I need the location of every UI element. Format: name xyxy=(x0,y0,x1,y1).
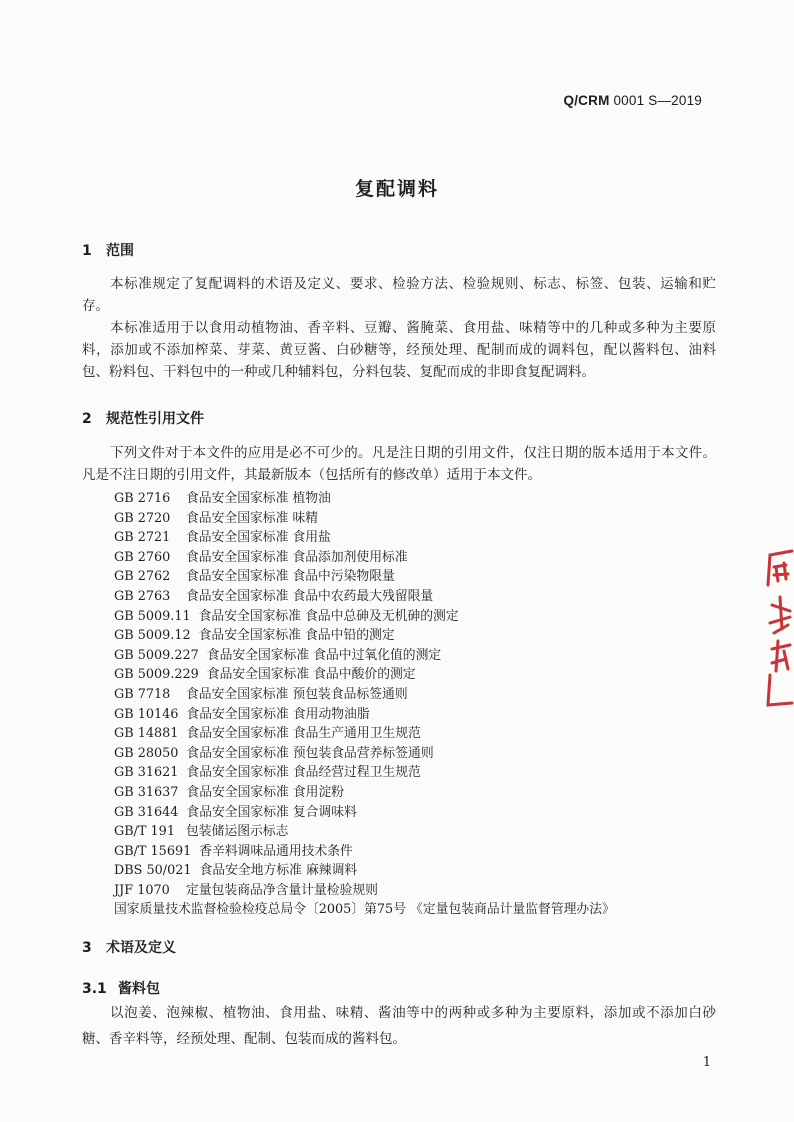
reference-decree: 国家质量技术监督检验检疫总局令〔2005〕第75号 《定量包装商品计量监督管理办法》 xyxy=(114,902,615,918)
reference-title: 食品安全地方标准 麻辣调料 xyxy=(199,863,358,879)
section-2-title: 规范性引用文件 xyxy=(106,411,204,427)
reference-title: 食品安全国家标准 预包装食品营养标签通则 xyxy=(186,745,434,761)
reference-code: GB 5009.11 xyxy=(114,608,191,624)
reference-title: 食品安全国家标准 味精 xyxy=(186,510,319,526)
reference-item xyxy=(114,803,714,823)
reference-title: 食品安全国家标准 食品添加剂使用标准 xyxy=(186,549,408,565)
reference-item xyxy=(114,705,714,725)
reference-item xyxy=(114,763,714,783)
reference-code: GB 31621 xyxy=(114,765,179,781)
section-2-number: 2 xyxy=(82,411,92,427)
section-3-heading xyxy=(82,937,176,957)
reference-item xyxy=(114,822,714,842)
reference-code: GB 5009.229 xyxy=(114,667,199,683)
reference-code: GB 5009.12 xyxy=(114,628,191,644)
reference-code: GB 2760 xyxy=(114,549,171,565)
section-2-heading xyxy=(82,408,204,428)
reference-title: 食品安全国家标准 食品中总砷及无机砷的测定 xyxy=(198,608,459,624)
reference-item xyxy=(114,744,714,764)
section-1-paragraph-1: 本标准规定了复配调料的术语及定义、要求、检验方法、检验规则、标志、标签、包装、运输和贮存。 xyxy=(82,276,716,314)
reference-code: GB 14881 xyxy=(114,726,179,742)
reference-code: DBS 50/021 xyxy=(114,863,192,879)
section-1-number: 1 xyxy=(82,243,92,259)
reference-code: GB 7718 xyxy=(114,686,171,702)
reference-code: GB 10146 xyxy=(114,706,179,722)
reference-item xyxy=(114,685,714,705)
reference-title: 食品安全国家标准 食品经营过程卫生规范 xyxy=(186,765,421,781)
reference-title: 食品安全国家标准 食用盐 xyxy=(186,530,331,546)
subsection-3-1-heading xyxy=(82,978,160,998)
reference-code: GB 2762 xyxy=(114,569,171,585)
reference-item xyxy=(114,665,714,685)
reference-code: GB 2763 xyxy=(114,588,171,604)
section-3-number: 3 xyxy=(82,940,92,956)
reference-code: GB 2720 xyxy=(114,510,171,526)
reference-item xyxy=(114,861,714,881)
reference-title: 食品安全国家标准 食品中农药最大残留限量 xyxy=(186,588,434,604)
reference-title: 食品安全国家标准 食品中污染物限量 xyxy=(186,569,395,585)
reference-item xyxy=(114,783,714,803)
section-2-intro: 下列文件对于本文件的应用是必不可少的。凡是注日期的引用文件，仅注日期的版本适用于本文件。凡是不注日期的引用文件，其最新版本（包括所有的修改单）适用于本文件。 xyxy=(82,445,716,483)
reference-code: JJF 1070 xyxy=(114,882,170,898)
section-1-paragraph-2: 本标准适用于以食用动植物油、香辛料、豆瓣、酱腌菜、食用盐、味精等中的几种或多种为主要原料，添加或不添加榨菜、芽菜、黄豆酱、白砂糖等，经预处理、配制而成的调料包，配以酱料包、油料包、粉料包、干料包中的一种或几种辅料包，分料包装、复配而成的非即食复配调料。 xyxy=(82,320,716,380)
standard-code-number: 0001 S—2019 xyxy=(609,93,702,108)
reference-item xyxy=(114,567,714,587)
reference-item xyxy=(114,509,714,529)
reference-item xyxy=(114,842,714,862)
reference-list xyxy=(114,489,714,920)
reference-title: 香辛料调味品通用技术条件 xyxy=(199,843,353,859)
reference-code: GB/T 15691 xyxy=(114,843,192,859)
page-number: 1 xyxy=(702,1055,711,1070)
reference-title: 食品安全国家标准 预包装食品标签通则 xyxy=(186,686,408,702)
reference-code: GB 5009.227 xyxy=(114,647,199,663)
reference-title: 食品安全国家标准 食品中铅的测定 xyxy=(198,628,395,644)
section-1-title: 范围 xyxy=(106,243,134,259)
reference-item xyxy=(114,528,714,548)
reference-item xyxy=(114,607,714,627)
reference-item xyxy=(114,587,714,607)
subsection-3-1-title: 酱料包 xyxy=(118,981,160,997)
reference-title: 食品安全国家标准 复合调味料 xyxy=(186,804,357,820)
reference-title: 食品安全国家标准 植物油 xyxy=(186,491,331,506)
reference-item xyxy=(114,724,714,744)
reference-title: 食品安全国家标准 食品中过氧化值的测定 xyxy=(206,647,442,663)
reference-code: GB 2716 xyxy=(114,491,171,506)
reference-title: 食品安全国家标准 食用动物油脂 xyxy=(186,706,370,722)
reference-code: GB/T 191 xyxy=(114,824,175,840)
reference-code: GB 2721 xyxy=(114,530,171,546)
standard-code-prefix: Q/CRM xyxy=(563,93,610,108)
reference-code: GB 31644 xyxy=(114,804,179,820)
section-1-heading xyxy=(82,240,134,260)
reference-title: 定量包装商品净含量计量检验规则 xyxy=(186,882,378,898)
reference-code: GB 28050 xyxy=(114,745,179,761)
reference-title: 食品安全国家标准 食用淀粉 xyxy=(186,784,345,800)
reference-title: 食品安全国家标准 食品中酸价的测定 xyxy=(206,667,416,683)
reference-title: 食品安全国家标准 食品生产通用卫生规范 xyxy=(186,726,421,742)
reference-item xyxy=(114,548,714,568)
reference-code: GB 31637 xyxy=(114,784,179,800)
subsection-3-1-number: 3.1 xyxy=(82,981,107,997)
reference-item xyxy=(114,489,714,509)
section-3-title: 术语及定义 xyxy=(106,940,176,956)
reference-item xyxy=(114,646,714,666)
reference-item xyxy=(114,626,714,646)
reference-title: 包装储运图示标志 xyxy=(186,824,289,840)
standard-code xyxy=(564,93,702,108)
seal-stamp-fragment xyxy=(762,545,794,710)
document-title: 复配调料 xyxy=(354,178,439,200)
subsection-3-1-paragraph: 以泡姜、泡辣椒、植物油、食用盐、味精、酱油等中的两种或多种为主要原料，添加或不添加白砂糖、香辛料等，经预处理、配制、包装而成的酱料包。 xyxy=(82,1005,716,1047)
reference-item xyxy=(114,881,714,901)
